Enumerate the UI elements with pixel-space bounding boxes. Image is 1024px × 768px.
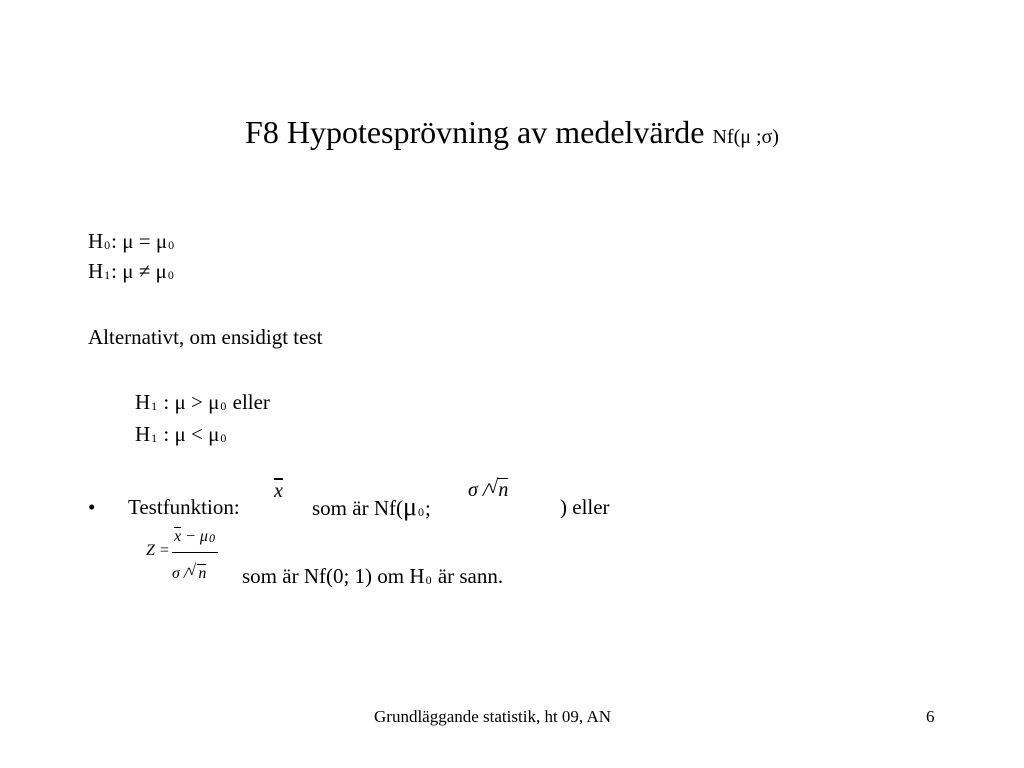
h1-index: 1: [104, 268, 111, 282]
z-denominator-sqrt: [197, 564, 206, 583]
fraction-bar: [172, 552, 218, 553]
formula-description-text: som är Nf(0; 1) om H: [242, 564, 425, 588]
z-numerator-index: 0: [208, 531, 215, 545]
h1-greater-index: 1: [151, 399, 158, 413]
slide-title: [0, 112, 1024, 157]
testfunktion-mu: μ: [402, 492, 417, 521]
h1-letter: H: [88, 259, 104, 283]
z-denominator-sigma: σ /: [172, 565, 189, 582]
h1-less-index: 1: [151, 431, 158, 445]
z-numerator: [174, 528, 216, 546]
sigma-over-root-n: [468, 478, 508, 502]
h1-mu-index: 0: [167, 268, 174, 282]
formula-description-tail: är sann.: [437, 564, 504, 588]
z-numerator-xbar: $\overline{x}$: [174, 528, 182, 545]
alternative-hypothesis: [88, 258, 175, 287]
formula-description-index: 0: [425, 573, 432, 587]
h0-letter: H: [88, 229, 104, 253]
testfunktion-text-start: som är Nf(: [312, 496, 403, 520]
one-sided-greater: [135, 389, 270, 418]
formula-description: [242, 563, 503, 592]
null-hypothesis: [88, 228, 175, 257]
testfunktion-separator: ;: [424, 496, 431, 520]
footer-course: Grundläggande statistik, ht 09, AN: [374, 707, 612, 726]
z-denominator: [172, 564, 206, 583]
h0-relation: : μ = μ: [111, 229, 168, 253]
h1-less-relation: : μ < μ: [158, 422, 220, 446]
testfunktion-label: Testfunktion:: [128, 495, 240, 519]
alternative-text: Alternativt, om ensidigt test: [88, 325, 323, 349]
xbar-symbol: $\overline{x}$: [274, 480, 283, 502]
h1-relation: : μ ≠ μ: [111, 259, 167, 283]
slide-title-main: F8 Hypotesprövning av medelvärde: [245, 114, 705, 150]
h1-less-mu-index: 0: [220, 431, 227, 445]
one-sided-less: [135, 421, 227, 450]
sqrt-n-value: n: [498, 479, 509, 501]
h0-mu-index: 0: [168, 238, 175, 252]
z-denominator-n: n: [198, 565, 207, 582]
testfunktion-distribution: [312, 494, 431, 524]
slide-title-distribution: Nf(μ ;σ): [712, 126, 779, 148]
bullet-icon: •: [88, 495, 96, 519]
sqrt-n: [497, 478, 508, 502]
h1-greater-relation: : μ > μ: [158, 390, 220, 414]
z-numerator-rest: − μ: [181, 528, 208, 545]
z-symbol: Z =: [146, 542, 170, 559]
testfunktion-mu-index: 0: [417, 505, 424, 519]
page-number: 6: [926, 707, 935, 726]
testfunktion-tail: ) eller: [560, 495, 610, 519]
h1-greater-tail: eller: [232, 390, 270, 414]
sigma-slash: σ /: [468, 479, 489, 501]
h1-less-letter: H: [135, 422, 151, 446]
h1-greater-letter: H: [135, 390, 151, 414]
h0-index: 0: [104, 238, 111, 252]
h1-greater-mu-index: 0: [220, 399, 227, 413]
